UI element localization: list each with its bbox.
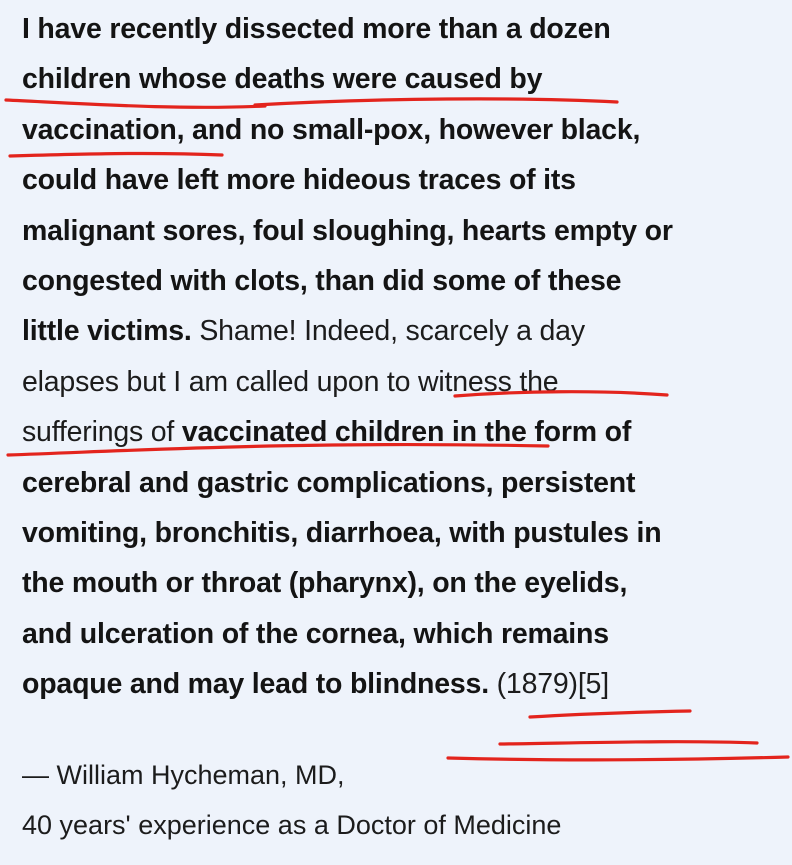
quote-line-7-bold: little victims. bbox=[22, 315, 192, 348]
quote-line-5: malignant sores, foul sloughing, hearts empty or bbox=[22, 214, 673, 247]
quote-block bbox=[22, 4, 782, 710]
red-underline-mark-7 bbox=[500, 742, 757, 744]
quote-line-14-bold: opaque and may lead to blindness. bbox=[22, 668, 489, 701]
quote-line-9 bbox=[22, 407, 782, 457]
quote-line-3: vaccination, and no small-pox, however black, bbox=[22, 113, 641, 146]
attribution bbox=[22, 750, 561, 850]
attribution-author: — William Hycheman, MD, bbox=[22, 760, 345, 790]
quote-line-14 bbox=[22, 659, 782, 709]
quote-line-12: the mouth or throat (pharynx), on the eyelids, bbox=[22, 567, 628, 600]
quote-line-11: vomiting, bronchitis, diarrhoea, with pustules in bbox=[22, 517, 662, 550]
quote-line-13: and ulceration of the cornea, which remains bbox=[22, 617, 609, 650]
quote-line-8: elapses but I am called upon to witness the bbox=[22, 365, 559, 398]
quote-line-9-bold: vaccinated children in the form of bbox=[181, 416, 632, 449]
quote-line-1: I have recently dissected more than a dozen bbox=[22, 13, 611, 45]
quote-line-9-regular: sufferings of bbox=[22, 416, 182, 449]
quote-line-4: could have left more hideous traces of its bbox=[22, 164, 576, 197]
quote-line-6: congested with clots, than did some of these bbox=[22, 265, 622, 298]
citation-reference-link[interactable]: [5] bbox=[577, 668, 609, 701]
attribution-credential: 40 years' experience as a Doctor of Medicine bbox=[22, 810, 562, 840]
quote-line-7 bbox=[22, 306, 782, 356]
quote-line-10: cerebral and gastric complications, persistent bbox=[22, 466, 636, 499]
quote-line-7-regular: Shame! Indeed, scarcely a day bbox=[191, 315, 585, 348]
quote-line-2: children whose deaths were caused by bbox=[22, 63, 543, 96]
red-underline-mark-6 bbox=[530, 711, 690, 717]
quote-year: (1879) bbox=[488, 668, 578, 701]
